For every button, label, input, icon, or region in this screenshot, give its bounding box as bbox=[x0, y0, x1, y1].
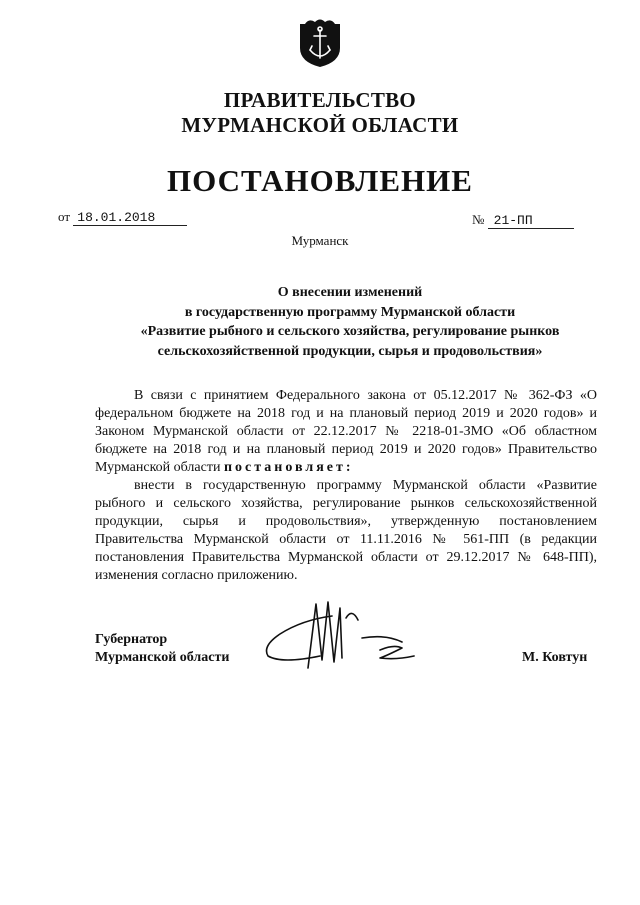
document-type-title: ПОСТАНОВЛЕНИЕ bbox=[167, 163, 473, 198]
body-paragraph-1-text: В связи с принятием Федерального закона от 05.12.2017 № 362-ФЗ «О федеральном бюджете на 2018 год и на плановый период 2019 и 2020 годов» и Законом Мурманской области от 22.12.2017 № 2218-01-ЗМО «Об областном бюджете на 2018 год и на плановый период 2019 и 2020 годов» Правительство Мурманской области bbox=[95, 388, 597, 475]
date-prefix: от bbox=[58, 209, 71, 224]
body-paragraph-1 bbox=[95, 387, 597, 477]
document-body bbox=[95, 387, 597, 585]
date-value: 18.01.2018 bbox=[73, 210, 187, 226]
subject-line: «Развитие рыбного и сельского хозяйства, регулирование рынков bbox=[140, 324, 560, 339]
document-number bbox=[472, 212, 574, 229]
resolves-keyword: постановляет: bbox=[223, 460, 354, 475]
signer-title bbox=[95, 631, 229, 667]
government-title-line2: МУРМАНСКОЙ ОБЛАСТИ bbox=[181, 113, 459, 137]
handwritten-signature-icon bbox=[262, 598, 432, 680]
document-subject bbox=[90, 283, 610, 361]
government-title-line1: ПРАВИТЕЛЬСТВО bbox=[223, 88, 417, 112]
body-paragraph-2: внести в государственную программу Мурманской области «Развитие рыбного и сельского хозяйства, регулирование рынков сельскохозяйственной продукции, сырья и продовольствия», утвержденную постановлением Правительства Мурманской области от 11.11.2016 № 561-ПП (в редакции постановления Правительства Мурманской области от 29.12.2017 № 648-ПП), изменения согласно приложению. bbox=[95, 478, 597, 583]
subject-line: сельскохозяйственной продукции, сырья и продовольствия» bbox=[157, 343, 543, 359]
signer-title-line1: Губернатор bbox=[95, 632, 168, 647]
number-value: 21-ПП bbox=[488, 213, 574, 229]
subject-line: О внесении изменений bbox=[277, 285, 423, 300]
government-title bbox=[0, 88, 640, 138]
city-name: Мурманск bbox=[291, 233, 349, 248]
signer-name: М. Ковтун bbox=[522, 650, 588, 665]
coat-of-arms-icon bbox=[297, 18, 343, 68]
number-prefix: № bbox=[472, 212, 485, 227]
document-date bbox=[58, 209, 187, 226]
subject-line: в государственную программу Мурманской области bbox=[184, 304, 516, 320]
signer-title-line2: Мурманской области bbox=[95, 650, 230, 665]
